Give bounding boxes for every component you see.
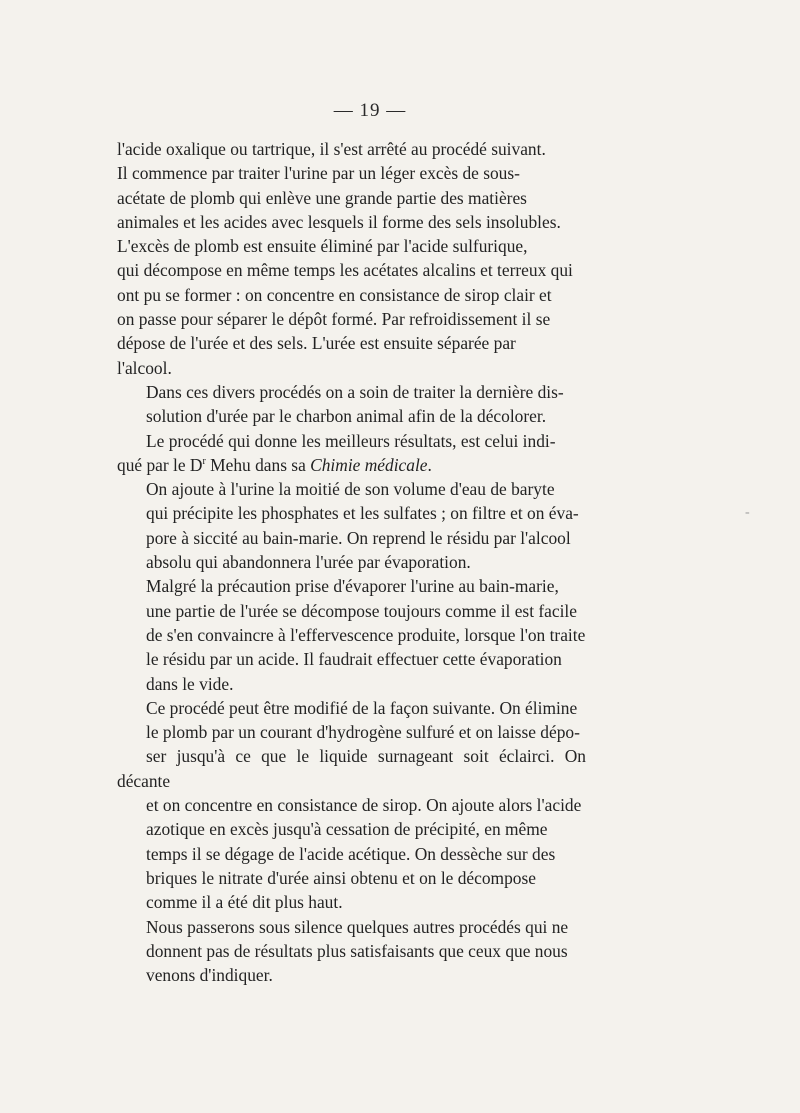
text-line: donnent pas de résultats plus satisfaisants que ceux que nous <box>146 940 568 961</box>
text-line: qui précipite les phosphates et les sulfates ; on filtre et on éva- <box>146 503 579 524</box>
text-fragment: Mehu dans sa <box>205 454 311 475</box>
body-text <box>117 137 586 987</box>
text-line: Dans ces divers procédés on a soin de traiter la dernière dis- <box>146 381 564 402</box>
paragraph-6 <box>117 696 586 915</box>
text-line: une partie de l'urée se décompose toujours comme il est facile <box>146 600 577 621</box>
text-line: dépose de l'urée et des sels. L'urée est ensuite séparée par <box>117 333 516 354</box>
paragraph-2 <box>117 380 586 429</box>
text-line: On ajoute à l'urine la moitié de son volume d'eau de baryte <box>146 479 555 500</box>
text-line: de s'en convaincre à l'effervescence produite, lorsque l'on traite <box>146 624 586 645</box>
paragraph-7 <box>117 915 586 988</box>
paragraph-3 <box>117 429 586 478</box>
paragraph-4 <box>117 477 586 574</box>
paragraph-1 <box>117 137 586 380</box>
text-line: solution d'urée par le charbon animal afin de la décolorer. <box>146 406 547 427</box>
italic-title: Chimie médicale <box>310 454 428 475</box>
text-line: azotique en excès jusqu'à cessation de précipité, en même <box>146 819 548 840</box>
margin-dash: - <box>745 505 750 520</box>
text-line: le plomb par un courant d'hydrogène sulfuré et on laisse dépo- <box>146 722 580 743</box>
text-line: le résidu par un acide. Il faudrait effectuer cette évaporation <box>146 649 562 670</box>
page-number: — 19 — <box>333 100 407 121</box>
text-line: on passe pour séparer le dépôt formé. Par refroidissement il se <box>117 309 551 330</box>
text-line: Nous passerons sous silence quelques autres procédés qui ne <box>146 916 569 937</box>
text-line: acétate de plomb qui enlève une grande partie des matières <box>117 187 527 208</box>
text-line: absolu qui abandonnera l'urée par évaporation. <box>146 552 471 573</box>
text-line: l'acide oxalique ou tartrique, il s'est arrêté au procédé suivant. <box>117 139 546 159</box>
text-line: temps il se dégage de l'acide acétique. On dessèche sur des <box>146 843 556 864</box>
text-line: L'excès de plomb est ensuite éliminé par l'acide sulfurique, <box>117 236 528 257</box>
text-line: Il commence par traiter l'urine par un léger excès de sous- <box>117 163 520 184</box>
text-line: l'alcool. <box>117 357 172 378</box>
text-line: dans le vide. <box>146 673 234 694</box>
text-line: qui décompose en même temps les acétates alcalins et terreux qui <box>117 260 573 281</box>
text-line: Ce procédé peut être modifié de la façon suivante. On élimine <box>146 697 578 718</box>
text-line: pore à siccité au bain-marie. On reprend le résidu par l'alcool <box>146 527 571 548</box>
text-line: comme il a été dit plus haut. <box>146 892 343 913</box>
text-line: briques le nitrate d'urée ainsi obtenu et on le décompose <box>146 867 536 888</box>
text-line: ser jusqu'à ce que le liquide surnageant soit éclairci. On décante <box>117 746 586 791</box>
text-line: ont pu se former : on concentre en consistance de sirop clair et <box>117 284 552 305</box>
text-line: et on concentre en consistance de sirop. On ajoute alors l'acide <box>146 795 582 816</box>
text-fragment: . <box>427 454 432 475</box>
text-line: Malgré la précaution prise d'évaporer l'urine au bain-marie, <box>146 576 559 597</box>
text-line: venons d'indiquer. <box>146 965 273 986</box>
text-line: Le procédé qui donne les meilleurs résultats, est celui indi- <box>146 430 556 451</box>
superscript: r <box>202 456 206 468</box>
paragraph-5 <box>117 574 586 695</box>
text-line: animales et les acides avec lesquels il forme des sels insolubles. <box>117 211 561 232</box>
text-line: qué par le D <box>117 454 203 475</box>
